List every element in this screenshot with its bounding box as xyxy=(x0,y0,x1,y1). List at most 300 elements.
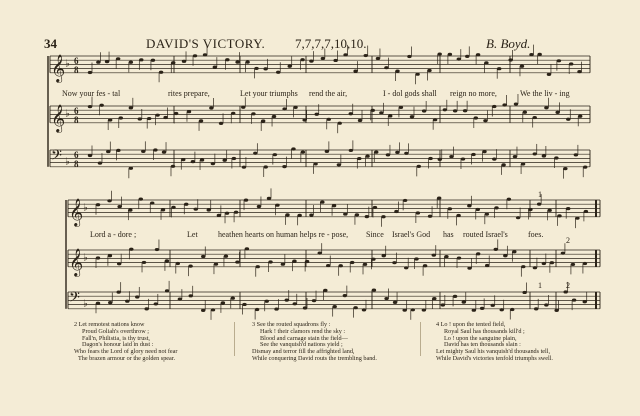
system1-staff3-note-head xyxy=(492,158,496,161)
system2-staff2-note-head xyxy=(423,264,427,267)
system2-staff2-note-head xyxy=(326,264,330,267)
system2-staff3-note-head xyxy=(534,307,538,310)
system1-staff1-note-head xyxy=(465,55,469,58)
system2-staff1-note-head xyxy=(225,212,229,215)
system2-staff2-note-head xyxy=(392,261,396,264)
system1-staff3-note-head xyxy=(365,155,369,158)
system1-staff2-note-head xyxy=(302,118,306,121)
system1-staff2-note-head xyxy=(174,112,178,115)
verse-line: The brazen armour or the golden spear. xyxy=(78,354,176,362)
system2-staff2-note-head xyxy=(165,259,169,262)
lyric-system1-3: Let your triumphs xyxy=(240,89,298,98)
time-signature: 6 xyxy=(74,149,79,160)
flat-key-signature-icon: ♭ xyxy=(83,298,88,310)
verse-line: 2 Let remotest nations know xyxy=(74,321,145,328)
system1-staff3-note-head xyxy=(264,165,268,168)
lyric-system1-1: Now your fes - tal xyxy=(62,89,121,98)
system2-staff1-note-head xyxy=(194,208,198,211)
system1-staff3-note-head xyxy=(162,151,166,154)
system1-staff2-note-head xyxy=(533,116,537,119)
ending-mark-1: 1 xyxy=(538,190,542,199)
treble-clef-icon: 𝄞 xyxy=(51,103,66,132)
system1-staff2-note-head xyxy=(463,109,467,112)
system2-staff2-note-head xyxy=(476,252,480,255)
system1-staff2-note-head xyxy=(514,102,518,105)
system1-staff3-note-head xyxy=(200,158,204,161)
system1-staff3-note-head xyxy=(282,165,286,168)
system2-staff1-note-head xyxy=(516,216,520,219)
system1-staff2-note-head xyxy=(272,115,276,118)
system2-staff2-note-head xyxy=(363,263,367,266)
system2-staff1-note-head xyxy=(373,206,377,209)
system2-staff1-note-head xyxy=(257,205,261,208)
system1-staff3-note-head xyxy=(116,149,120,152)
system2-staff3-note-head xyxy=(274,307,278,310)
system2-staff2-note-head xyxy=(305,260,309,263)
system1-staff1-note-head xyxy=(577,70,581,73)
system1-staff2-note-head xyxy=(315,113,319,116)
system1-staff3-note-head xyxy=(513,155,517,158)
system1-staff1-note-head xyxy=(116,57,120,60)
system2-staff3-note-head xyxy=(293,302,297,305)
system2-staff3-note-head xyxy=(411,308,415,311)
system1-staff1-note-head xyxy=(376,57,380,60)
system1-staff1-note-head xyxy=(438,52,442,55)
system2-staff3-note-head xyxy=(362,308,366,311)
lyric-system2-1: Lord a - dore ; xyxy=(90,230,137,239)
system1-staff3-note-head xyxy=(533,152,537,155)
system1-staff1-note-head xyxy=(395,69,399,72)
system2-staff3-note-head xyxy=(453,295,457,298)
time-signature: 8 xyxy=(74,114,79,125)
system2-staff2-note-head xyxy=(350,261,354,264)
system2-staff1-note-head xyxy=(428,215,432,218)
system2-staff2-note-head xyxy=(583,262,587,265)
verse-line: 3 See the routed squadrons fly : xyxy=(252,321,331,328)
system2-staff1-note-head xyxy=(217,214,221,217)
system1-staff2-note-head xyxy=(399,106,403,109)
system1-staff3-note-head xyxy=(106,150,110,153)
lyric-system2-6: has xyxy=(443,230,454,239)
system2-staff3-note-head xyxy=(165,289,169,292)
system2-staff3-note-head xyxy=(544,303,548,306)
system1-staff3-note-head xyxy=(357,157,361,160)
system1-staff1-note-head xyxy=(276,71,280,74)
system2-staff3-note-head xyxy=(583,300,587,303)
system2-staff2-note-head xyxy=(96,256,100,259)
bass-clef-icon: 𝄢 xyxy=(51,147,62,168)
system1-staff2-note-head xyxy=(231,112,235,115)
system1-staff2-note-head xyxy=(371,109,375,112)
page-number: 34 xyxy=(44,36,57,51)
system2-staff1-note-head xyxy=(96,203,100,206)
system2-staff1-note-head xyxy=(244,199,248,202)
time-signature: 6 xyxy=(74,105,79,116)
system2-staff1-note-head xyxy=(485,213,489,216)
system1-staff1-note-head xyxy=(193,54,197,57)
system1-staff2-note-head xyxy=(453,109,457,112)
system2-staff3-note-head xyxy=(323,289,327,292)
system2-staff3-note-head xyxy=(441,303,445,306)
system1-staff1-note-head xyxy=(159,71,163,74)
system2-staff1-note-head xyxy=(320,200,324,203)
system1-staff2-note-head xyxy=(544,106,548,109)
system1-staff2-note-head xyxy=(155,114,159,117)
system1-staff1-note-head xyxy=(96,61,100,64)
system1-staff3-note-head xyxy=(171,165,175,168)
system1-staff3-note-head xyxy=(141,150,145,153)
system1-staff1-note-head xyxy=(407,55,411,58)
system2-staff1-note-head xyxy=(128,209,132,212)
system1-staff1-note-head xyxy=(537,53,541,56)
system1-staff1-note-head xyxy=(213,66,217,69)
system2-staff2-note-head xyxy=(542,262,546,265)
system1-staff3-note-head xyxy=(521,162,525,165)
system2-staff1-note-head xyxy=(150,201,154,204)
system1-staff2-note-head xyxy=(88,105,92,108)
system1-staff1-note-head xyxy=(457,58,461,61)
ending-mark-3: 1 xyxy=(538,281,542,290)
system2-staff2-note-head xyxy=(571,263,575,266)
system1-staff2-note-head xyxy=(163,116,167,119)
verses-block xyxy=(0,322,640,362)
system1-staff1-note-head xyxy=(129,61,133,64)
system2-staff1-note-head xyxy=(456,214,460,217)
system1-staff3-note-head xyxy=(417,165,421,168)
system2-staff2-note-head xyxy=(268,260,272,263)
system2-staff3-note-head xyxy=(372,288,376,291)
lyric-system2-4: Since xyxy=(366,230,384,239)
system2-staff1-note-head xyxy=(207,208,211,211)
system2-staff3-note-head xyxy=(393,301,397,304)
system1-staff3-note-head xyxy=(583,166,587,169)
system1-staff3-note-head xyxy=(501,163,505,166)
system2-staff3-note-head xyxy=(384,297,388,300)
system2-staff2-note-head xyxy=(467,266,471,269)
bass-clef-icon: 𝄢 xyxy=(69,289,80,310)
system1-staff3-note-head xyxy=(98,161,102,164)
system1-staff3-note-head xyxy=(563,167,567,170)
system1-staff2-note-head xyxy=(443,108,447,111)
system1-staff3-note-head xyxy=(232,157,236,160)
system1-staff1-note-head xyxy=(321,57,325,60)
system1-staff2-note-head xyxy=(349,112,353,115)
system2-staff2-note-head xyxy=(155,248,159,251)
ending-mark-2: 2 xyxy=(566,236,570,245)
system1-staff2-note-head xyxy=(108,118,112,121)
system2-staff1-note-head xyxy=(416,211,420,214)
system1-staff3-note-head xyxy=(449,155,453,158)
system2-staff1-note-head xyxy=(528,208,532,211)
lyric-system1-7: We the liv - ing xyxy=(520,89,570,98)
system1-staff3-note-head xyxy=(482,150,486,153)
system2-staff3-note-head xyxy=(522,291,526,294)
system1-staff2-note-head xyxy=(555,111,559,114)
verse-line: Who fears the Lord of glory need not fear xyxy=(74,348,178,356)
system2-staff2-note-head xyxy=(214,263,218,266)
system2-staff1-note-head xyxy=(139,198,143,201)
system2-staff3-note-head xyxy=(154,302,158,305)
system2-staff2-note-head xyxy=(521,265,525,268)
system2-staff3-note-head xyxy=(285,299,289,302)
system1-staff3-note-head xyxy=(325,150,329,153)
system1-staff3-note-head xyxy=(253,152,257,155)
system1-staff2-note-head xyxy=(138,117,142,120)
system1-staff1-note-head xyxy=(288,65,292,68)
verse-line: David has ten thousands slain : xyxy=(444,341,521,349)
system1-staff1-note-head xyxy=(235,60,239,63)
system1-staff3-note-head xyxy=(181,158,185,161)
system1-staff1-note-head xyxy=(415,73,419,76)
system1-staff2-note-head xyxy=(492,105,496,108)
system1-staff1-note-head xyxy=(557,59,561,62)
system1-staff1-note-head xyxy=(182,60,186,63)
time-signature: 8 xyxy=(74,64,79,75)
system2-staff3-note-head xyxy=(312,299,316,302)
system2-staff1-note-head xyxy=(437,197,441,200)
system2-staff2-note-head xyxy=(444,255,448,258)
system2-staff3-note-head xyxy=(178,298,182,301)
system1-staff3-note-head xyxy=(386,153,390,156)
system1-staff1-note-head xyxy=(203,53,207,56)
system1-staff2-note-head xyxy=(474,116,478,119)
system1-staff3-note-head xyxy=(242,166,246,169)
verse-line: While David's victories tenfold triumphs swell. xyxy=(436,354,553,362)
time-signature: 6 xyxy=(74,55,79,66)
system1-staff1-note-head xyxy=(225,58,229,61)
system1-staff2-note-head xyxy=(410,115,414,118)
system2-staff1-note-head xyxy=(365,215,369,218)
system2-staff3-note-head xyxy=(303,306,307,309)
system2-staff3-note-head xyxy=(265,300,269,303)
flat-key-signature-icon: ♭ xyxy=(83,202,88,214)
system1-staff3-note-head xyxy=(88,154,92,157)
verse-line: Dismay and terror fill the affrighted land, xyxy=(252,348,355,356)
system1-staff1-note-head xyxy=(520,65,524,68)
system2-staff1-note-head xyxy=(117,205,121,208)
system2-staff1-note-head xyxy=(448,207,452,210)
system1-staff2-note-head xyxy=(502,103,506,106)
system2-staff3-note-head xyxy=(563,290,567,293)
system2-staff2-note-head xyxy=(224,255,228,258)
system1-staff2-note-head xyxy=(147,117,151,120)
system1-staff2-note-head xyxy=(219,122,223,125)
system1-staff3-note-head xyxy=(153,148,157,151)
system1-staff2-note-head xyxy=(483,119,487,122)
system2-staff1-note-head xyxy=(537,203,541,206)
system2-staff3-note-head xyxy=(201,309,205,312)
verse-3 xyxy=(252,322,377,363)
lyric-system2-8: foes. xyxy=(528,230,544,239)
system2-staff3-note-head xyxy=(108,301,112,304)
system1-staff2-note-head xyxy=(293,106,297,109)
system1-staff1-note-head xyxy=(343,53,347,56)
verse-line: See the vanquish'd nations yield ; xyxy=(260,341,343,349)
flat-key-signature-icon: ♭ xyxy=(65,156,70,168)
system2-staff1-note-head xyxy=(566,207,570,210)
system2-staff3-note-head xyxy=(510,308,514,311)
system2-staff1-note-head xyxy=(275,204,279,207)
system1-staff2-note-head xyxy=(433,118,437,121)
verse-line: Proud Goliah's overthrow ; xyxy=(82,327,149,335)
system1-staff2-note-head xyxy=(578,115,582,118)
system2-staff3-note-head xyxy=(432,297,436,300)
system1-staff2-note-head xyxy=(209,106,213,109)
flat-key-signature-icon: ♭ xyxy=(83,252,88,264)
system2-staff3-note-head xyxy=(242,303,246,306)
system2-staff2-note-head xyxy=(485,264,489,267)
system1-staff3-note-head xyxy=(211,162,215,165)
verse-2 xyxy=(74,322,177,363)
lyric-system1-6: reign no more, xyxy=(450,89,497,98)
system1-staff2-note-head xyxy=(327,118,331,121)
system2-staff1-note-head xyxy=(297,214,301,217)
system1-staff2-note-head xyxy=(119,116,123,119)
system2-staff2-note-head xyxy=(188,265,192,268)
system2-staff2-note-head xyxy=(117,262,121,265)
system2-staff2-note-head xyxy=(129,248,133,251)
system2-staff3-note-head xyxy=(211,308,215,311)
system2-staff1-note-head xyxy=(547,209,551,212)
system2-staff2-note-head xyxy=(503,254,507,257)
verse-line: Blood and carnage stain the field— xyxy=(260,334,348,342)
verse-divider xyxy=(234,322,235,356)
system2-staff1-note-head xyxy=(234,211,238,214)
system1-staff1-note-head xyxy=(529,53,533,56)
system2-staff3-note-head xyxy=(135,295,139,298)
lyric-system1-2: rites prepare, xyxy=(168,89,210,98)
ending-mark-4: 2 xyxy=(566,281,570,290)
system2-staff2-note-head xyxy=(176,262,180,265)
system2-staff1-note-head xyxy=(575,217,579,220)
system1-staff1-note-head xyxy=(263,67,267,70)
system2-staff1-note-head xyxy=(267,197,271,200)
verse-line: Dagon's honour laid in dust : xyxy=(82,341,154,349)
system2-staff1-note-head xyxy=(584,210,588,213)
system2-staff3-note-head xyxy=(480,307,484,310)
system2-staff2-note-head xyxy=(292,260,296,263)
system1-staff2-note-head xyxy=(523,111,527,114)
system1-staff1-note-head xyxy=(245,60,249,63)
system2-staff1-note-head xyxy=(381,215,385,218)
system2-staff2-note-head xyxy=(432,254,436,257)
system2-staff3-note-head xyxy=(472,309,476,312)
system1-staff2-note-head xyxy=(358,119,362,122)
system1-staff1-note-head xyxy=(105,60,109,63)
time-signature: 8 xyxy=(74,158,79,169)
system1-staff2-note-head xyxy=(566,118,570,121)
system2-staff2-note-head xyxy=(108,254,112,257)
system2-staff1-note-head xyxy=(285,213,289,216)
system1-staff1-note-head xyxy=(448,53,452,56)
system1-staff3-note-head xyxy=(471,153,475,156)
system2-staff2-note-head xyxy=(533,266,537,269)
system1-staff1-note-head xyxy=(254,67,258,70)
system1-staff1-note-head xyxy=(484,61,488,64)
system2-staff3-note-head xyxy=(554,309,558,312)
verse-4 xyxy=(436,322,553,363)
system1-staff1-note-head xyxy=(353,70,357,73)
system1-staff3-note-head xyxy=(313,162,317,165)
system2-staff1-note-head xyxy=(557,214,561,217)
system1-staff3-note-head xyxy=(554,156,558,159)
system2-staff1-note-head xyxy=(403,199,407,202)
system2-staff3-note-head xyxy=(353,306,357,309)
system2-staff2-note-head xyxy=(550,261,554,264)
system1-staff1-note-head xyxy=(427,69,431,72)
lyric-system2-2: Let xyxy=(187,230,198,239)
system1-staff3-note-head xyxy=(129,167,133,170)
verse-divider xyxy=(420,322,421,356)
system1-staff2-note-head xyxy=(241,106,245,109)
system2-staff3-note-head xyxy=(255,308,259,311)
system2-staff2-note-head xyxy=(382,254,386,257)
system1-staff2-note-head xyxy=(379,111,383,114)
system1-staff1-note-head xyxy=(151,59,155,62)
system1-staff3-note-head xyxy=(191,160,195,163)
treble-clef-icon: 𝄞 xyxy=(69,247,84,276)
system2-staff3-note-head xyxy=(96,302,100,305)
system2-staff2-note-head xyxy=(404,266,408,269)
system2-staff3-note-head xyxy=(343,294,347,297)
system1-staff3-note-head xyxy=(374,150,378,153)
verse-line: Hark ! their clamors rend the sky : xyxy=(260,327,346,335)
system2-staff3-note-head xyxy=(491,304,495,307)
lyric-system2-7: routed Israel's xyxy=(463,230,508,239)
system2-staff1-note-head xyxy=(184,203,188,206)
system1-staff3-note-head xyxy=(542,154,546,157)
system2-staff2-note-head xyxy=(256,265,260,268)
system2-staff3-note-head xyxy=(572,298,576,301)
system1-staff2-note-head xyxy=(422,109,426,112)
hymn-title: DAVID'S VICTORY. xyxy=(146,36,266,51)
system1-staff2-note-head xyxy=(388,114,392,117)
system2-staff1-note-head xyxy=(394,210,398,213)
system1-staff2-note-head xyxy=(199,119,203,122)
system2-staff3-note-head xyxy=(116,291,120,294)
system1-staff1-note-head xyxy=(171,61,175,64)
system1-staff3-note-head xyxy=(222,159,226,162)
verse-line: Lo ! upon the sanguine plain, xyxy=(444,334,517,342)
system2-staff2-note-head xyxy=(494,248,498,251)
system2-staff1-note-head xyxy=(494,206,498,209)
system2-staff1-note-head xyxy=(107,199,111,202)
system2-staff2-note-head xyxy=(371,258,375,261)
system1-staff1-note-head xyxy=(497,67,501,70)
system2-staff1-note-head xyxy=(161,208,165,211)
system2-staff2-note-head xyxy=(512,250,516,253)
system2-staff3-note-head xyxy=(231,297,235,300)
system1-staff3-note-head xyxy=(428,157,432,160)
system2-staff1-note-head xyxy=(467,204,471,207)
system1-staff1-note-head xyxy=(364,54,368,57)
system2-staff1-note-head xyxy=(171,206,175,209)
system1-staff1-note-head xyxy=(569,62,573,65)
system1-staff2-note-head xyxy=(129,106,133,109)
system2-staff2-note-head xyxy=(318,252,322,255)
system2-staff2-note-head xyxy=(414,257,418,260)
system1-staff3-note-head xyxy=(291,147,295,150)
system2-staff3-note-head xyxy=(462,301,466,304)
system1-staff2-note-head xyxy=(261,119,265,122)
system1-staff3-note-head xyxy=(404,152,408,155)
lyric-system2-3: heathen hearts on human helps re - pose, xyxy=(218,230,349,239)
composer-name: B. Boyd. xyxy=(486,36,531,51)
system1-staff3-note-head xyxy=(273,153,277,156)
system1-staff1-note-head xyxy=(476,53,480,56)
system1-staff1-note-head xyxy=(384,66,388,69)
system1-staff3-note-head xyxy=(301,151,305,154)
